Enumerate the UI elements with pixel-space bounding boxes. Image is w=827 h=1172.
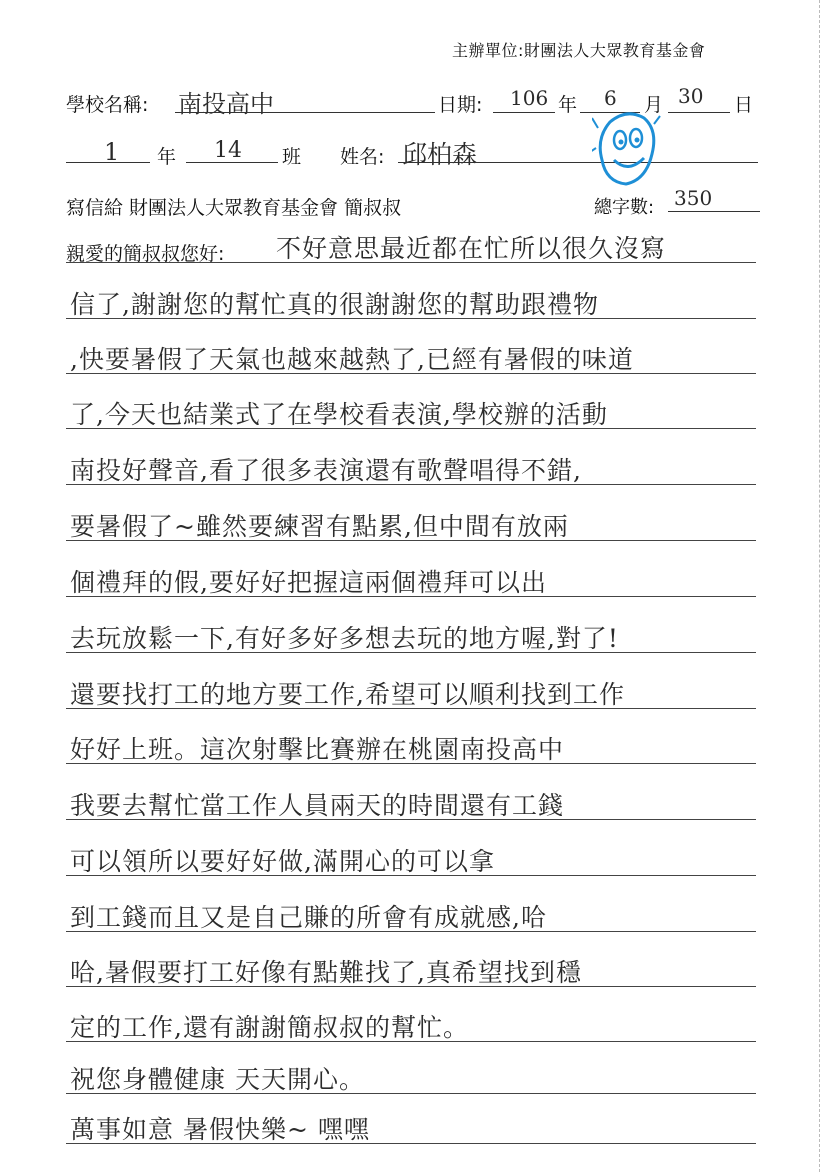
ruled-line [66,1143,756,1144]
sponsor-text: 主辦單位:財團法人大眾教育基金會 [452,41,706,60]
year-underline [493,112,555,113]
word-count-value: 350 [674,186,713,210]
letter-line-8: 去玩放鬆一下,有好多好多想去玩的地方喔,對了! [70,624,619,653]
word-count-underline [668,211,760,212]
name-underline [398,162,758,163]
recipient-line: 寫信給 財團法人大眾教育基金會 簡叔叔 [66,197,402,219]
letter-line-12: 可以領所以要好好做,滿開心的可以拿 [70,847,495,876]
ruled-line [66,428,756,429]
ruled-line [66,819,756,820]
mascot-logo-icon [592,108,662,192]
letter-line-1: 不好意思最近都在忙所以很久沒寫 [276,234,667,263]
ruled-line [66,986,756,987]
ruled-line [66,931,756,932]
ruled-line [66,875,756,876]
ruled-line [66,1093,756,1094]
letter-line-6: 要暑假了~雖然要練習有點累,但中間有放兩 [70,512,569,541]
month-label: 月 [644,94,664,116]
letter-line-3: ,快要暑假了天氣也越來越熱了,已經有暑假的味道 [70,345,634,374]
ruled-line [66,596,756,597]
school-underline [175,112,435,113]
letter-line-7: 個禮拜的假,要好好把握這兩個禮拜可以出 [70,568,547,597]
year-label: 年 [558,94,578,116]
ruled-line [66,652,756,653]
ruled-line [66,540,756,541]
school-value: 南投高中 [178,90,274,118]
class-label: 班 [282,146,302,168]
date-year: 106 [510,86,549,110]
day-underline [668,112,730,113]
letter-line-5: 南投好聲音,看了很多表演還有歌聲唱得不錯, [70,456,582,485]
letter-line-2: 信了,謝謝您的幫忙真的很謝謝您的幫助跟禮物 [70,290,599,319]
ruled-line [66,373,756,374]
class-value: 14 [214,138,242,163]
class-underline [186,162,278,163]
ruled-line [66,318,756,319]
ruled-line [66,484,756,485]
grade-underline [66,162,150,163]
grade-label: 年 [157,146,177,168]
ruled-line [66,763,756,764]
grade-value: 1 [104,138,120,166]
ruled-line [66,1041,756,1042]
closing-line-2: 萬事如意 暑假快樂~ 嘿嘿 [70,1115,370,1144]
letter-line-4: 了,今天也結業式了在學校看表演,學校辦的活動 [70,400,608,429]
date-day: 30 [678,84,704,108]
ruled-line [66,708,756,709]
name-value: 邱柏森 [402,140,478,169]
ruled-line [66,262,756,263]
letter-line-9: 還要找打工的地方要工作,希望可以順利找到工作 [70,680,625,709]
name-label: 姓名: [340,146,385,168]
page-edge [819,0,821,1172]
school-label: 學校名稱: [66,94,149,116]
letter-line-15: 定的工作,還有謝謝簡叔叔的幫忙。 [70,1013,469,1042]
day-label: 日 [734,94,754,116]
letter-line-13: 到工錢而且又是自己賺的所會有成就感,哈 [70,903,547,932]
date-month: 6 [604,86,617,110]
greeting: 親愛的簡叔叔您好: [66,243,225,265]
letter-line-10: 好好上班。這次射擊比賽辦在桃園南投高中 [70,735,565,764]
letter-line-14: 哈,暑假要打工好像有點難找了,真希望找到穩 [70,958,582,987]
date-label: 日期: [438,94,483,116]
word-count-label: 總字數: [594,197,655,218]
closing-line-1: 祝您身體健康 天天開心。 [70,1065,365,1094]
letter-line-11: 我要去幫忙當工作人員兩天的時間還有工錢 [70,791,565,820]
